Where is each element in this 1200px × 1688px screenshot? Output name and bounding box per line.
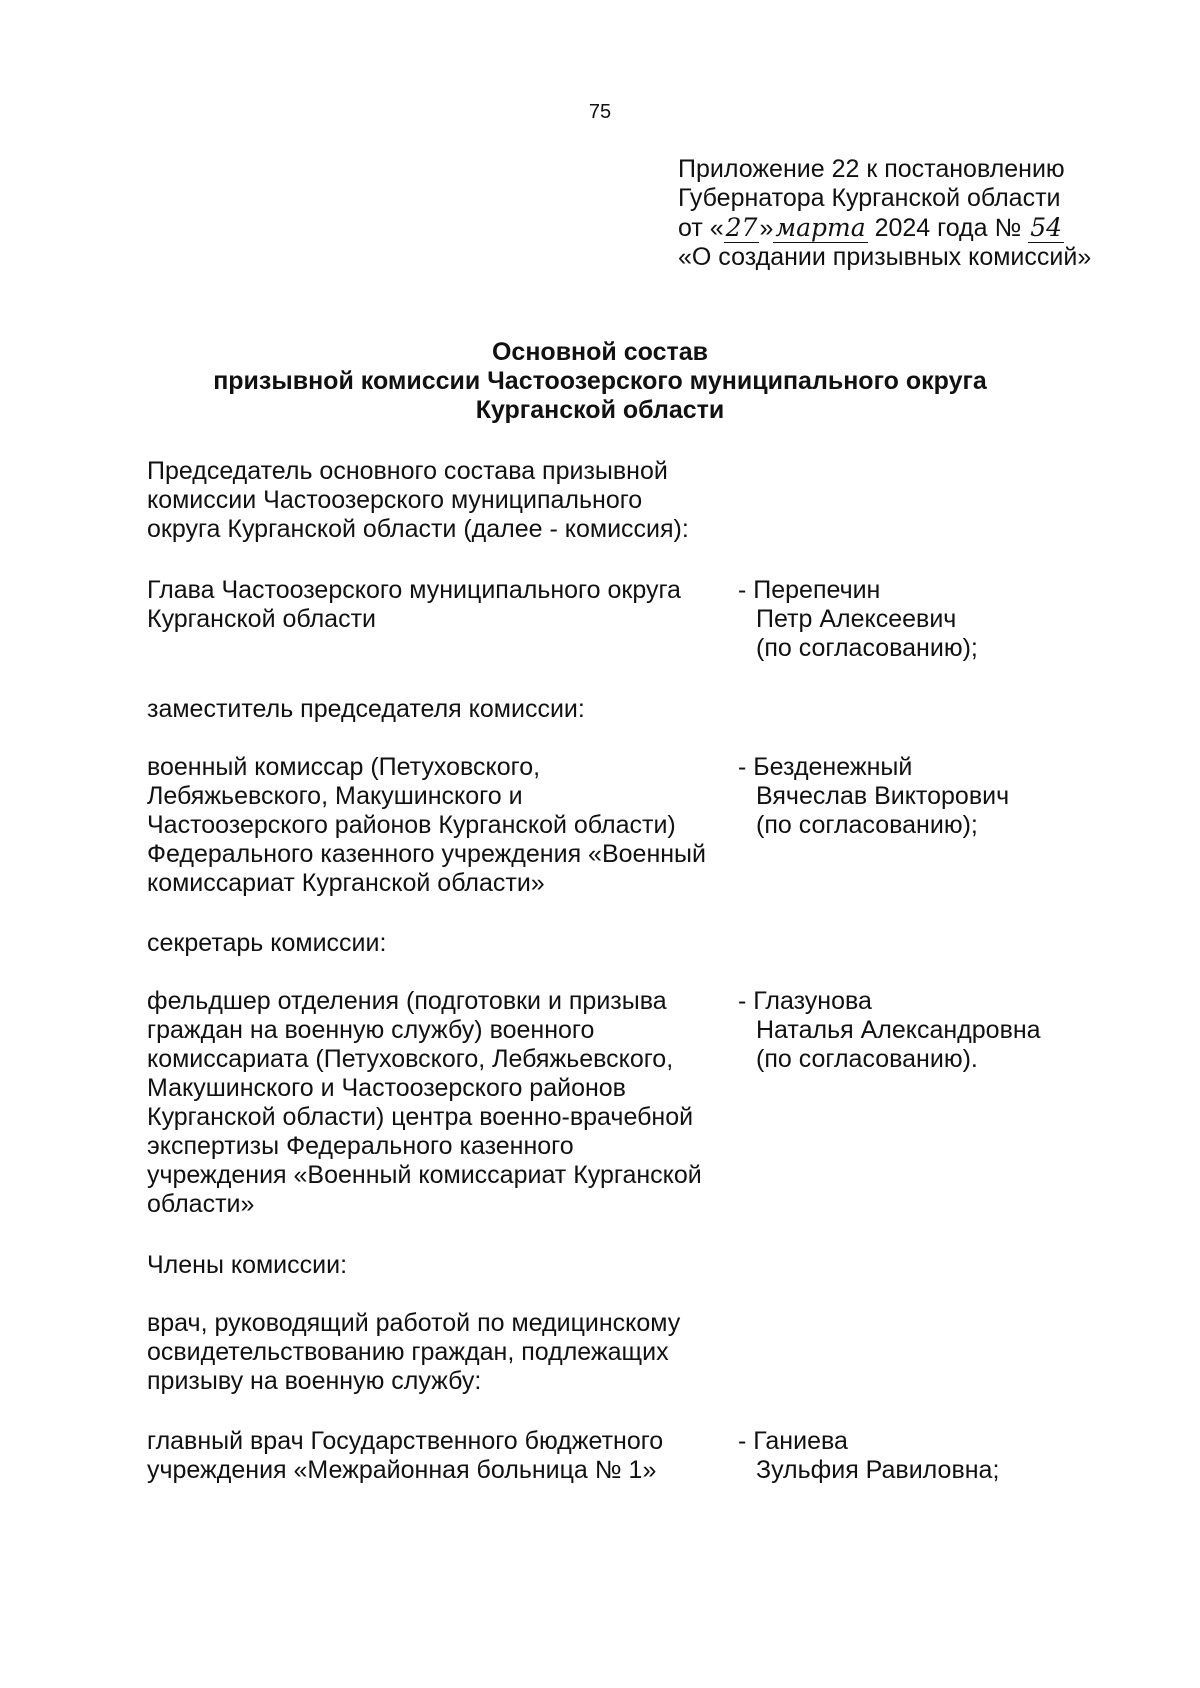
- chairman-intro-line: Председатель основного состава призывной: [147, 457, 668, 485]
- title-line-3: Курганской области: [475, 396, 725, 424]
- position-line: граждан на военную службу) военного: [147, 1016, 595, 1044]
- position-line: Глава Частоозерского муниципального округа: [147, 576, 681, 604]
- appendix-line-1: Приложение 22 к постановлению: [678, 155, 1065, 183]
- doctor-intro-line: призыву на военную службу:: [147, 1367, 482, 1395]
- person-note: (по согласованию).: [756, 1045, 978, 1073]
- position-line: главный врач Государственного бюджетного: [147, 1427, 664, 1455]
- chairman-intro-line: округа Курганской области (далее - комиссия):: [147, 515, 689, 543]
- position-line: комиссариат Курганской области»: [147, 869, 545, 897]
- person-note: (по согласованию);: [756, 634, 978, 662]
- handwritten-day: 27: [725, 213, 758, 242]
- person-note: (по согласованию);: [756, 811, 978, 839]
- person-name: Вячеслав Викторович: [756, 782, 1010, 810]
- deputy-heading: заместитель председателя комиссии:: [147, 695, 585, 723]
- date-prefix: от «: [678, 214, 724, 242]
- person-name: - Перепечин: [738, 576, 881, 604]
- chairman-position: [147, 576, 727, 634]
- position-line: Курганской области: [147, 605, 377, 633]
- deputy-position: [147, 753, 727, 898]
- position-line: Макушинского и Частоозерского районов: [147, 1074, 626, 1102]
- position-line: области»: [147, 1190, 255, 1218]
- page-number: 75: [588, 101, 612, 123]
- position-line: Частоозерского районов Курганской области): [147, 811, 676, 839]
- secretary-name: [738, 987, 1178, 1074]
- position-line: комиссариата (Петуховского, Лебяжьевского,: [147, 1045, 674, 1073]
- position-line: учреждения «Межрайонная больница № 1»: [147, 1456, 657, 1484]
- chairman-intro: [147, 457, 727, 544]
- person-name: Зульфия Равиловна;: [756, 1456, 1000, 1484]
- appendix-line-2: Губернатора Курганской области: [678, 184, 1061, 212]
- date-year: 2024 года №: [867, 214, 1029, 242]
- chairman-intro-line: комиссии Частоозерского муниципального: [147, 486, 643, 514]
- title-line-2: призывной комиссии Частоозерского муниципального округа: [213, 367, 987, 395]
- document-title: [0, 338, 1200, 425]
- doctor-intro-line: освидетельствованию граждан, подлежащих: [147, 1338, 669, 1366]
- secretary-heading: секретарь комиссии:: [147, 929, 387, 957]
- position-line: учреждения «Военный комиссариат Курганской: [147, 1161, 702, 1189]
- chairman-name: [738, 576, 1178, 663]
- person-name: Петр Алексеевич: [756, 605, 957, 633]
- secretary-position: [147, 987, 727, 1219]
- deputy-name: [738, 753, 1178, 840]
- appendix-line-4: «О создании призывных комиссий»: [678, 243, 1092, 271]
- handwritten-month: марта: [775, 213, 866, 242]
- members-heading: Члены комиссии:: [147, 1251, 348, 1279]
- title-line-1: Основной состав: [491, 338, 709, 366]
- position-line: фельдшер отделения (подготовки и призыва: [147, 987, 667, 1015]
- date-quote: »: [759, 214, 774, 242]
- position-line: Лебяжьевского, Макушинского и: [147, 782, 523, 810]
- doctor-intro-line: врач, руководящий работой по медицинскому: [147, 1309, 681, 1337]
- appendix-line-3: [678, 213, 1198, 243]
- appendix-header: [678, 155, 1198, 272]
- doctor-position: [147, 1427, 727, 1485]
- handwritten-number: 54: [1030, 213, 1063, 242]
- position-line: экспертизы Федерального казенного: [147, 1132, 574, 1160]
- position-line: Курганской области) центра военно-врачебной: [147, 1103, 694, 1131]
- person-name: - Безденежный: [738, 753, 913, 781]
- doctor-name: [738, 1427, 1178, 1485]
- person-name: Наталья Александровна: [756, 1016, 1041, 1044]
- doctor-intro: [147, 1309, 727, 1396]
- position-line: Федерального казенного учреждения «Военный: [147, 840, 706, 868]
- position-line: военный комиссар (Петуховского,: [147, 753, 541, 781]
- person-name: - Глазунова: [738, 987, 872, 1015]
- person-name: - Ганиева: [738, 1427, 848, 1455]
